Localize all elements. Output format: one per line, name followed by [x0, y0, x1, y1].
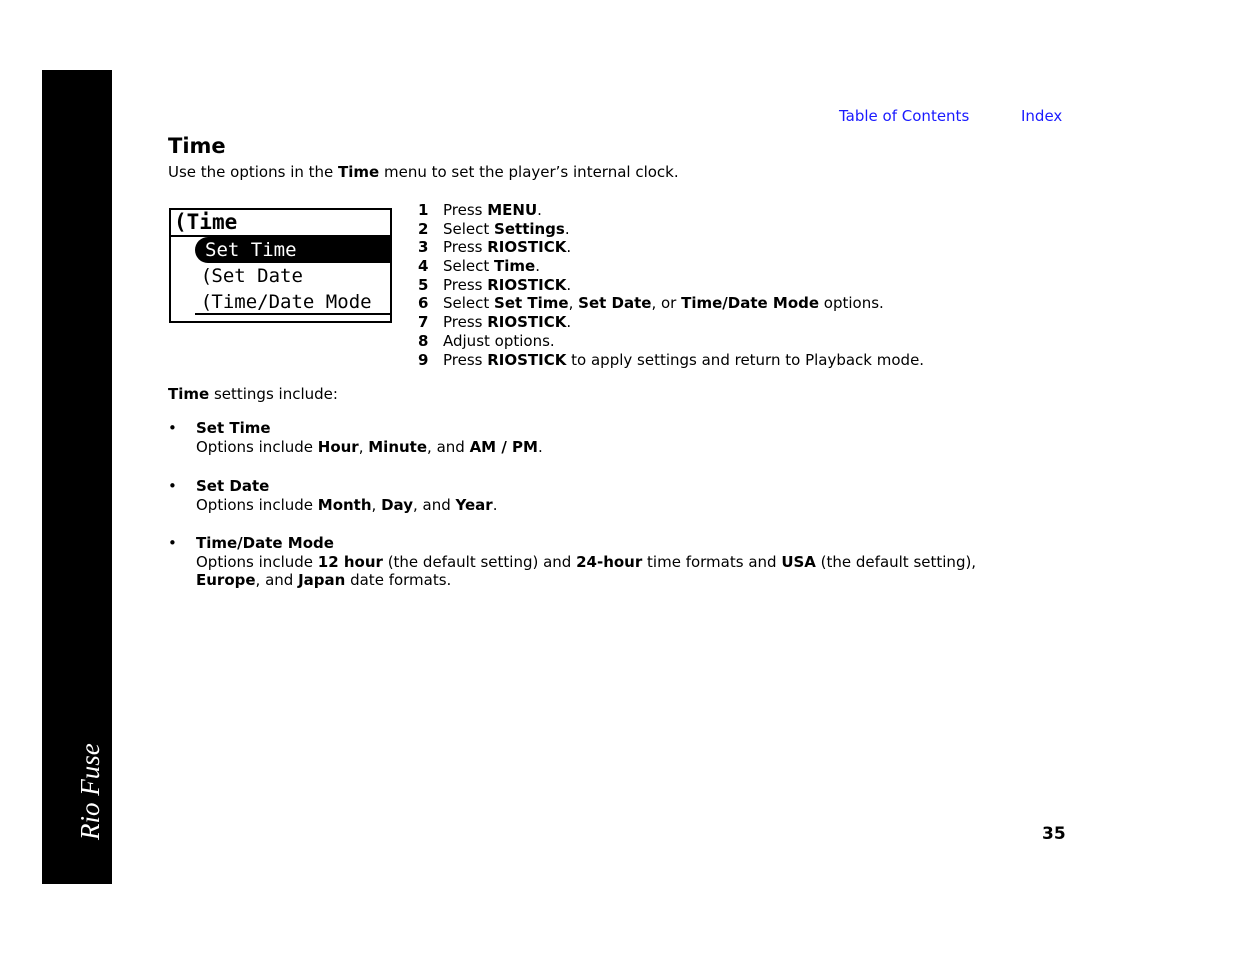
- step-item: [418, 220, 924, 239]
- text-run: options.: [819, 294, 884, 313]
- step-item: [418, 332, 924, 351]
- step-number: 4: [418, 257, 429, 276]
- text-run: .: [564, 219, 570, 238]
- step-number: 6: [418, 294, 429, 313]
- index-link[interactable]: Index: [1021, 107, 1063, 125]
- bold-term: Europe: [196, 571, 256, 590]
- text-run: ,: [358, 437, 369, 456]
- bold-term: MENU: [487, 201, 538, 219]
- bullet-icon: •: [168, 534, 177, 552]
- text-run: , and: [255, 571, 299, 590]
- bold-term: RIOSTICK: [487, 275, 567, 294]
- intro-post: menu to set the player’s internal clock.: [379, 163, 679, 181]
- bold-term: Year: [455, 495, 493, 514]
- bold-term: Time: [494, 257, 536, 276]
- bullet-line: [196, 438, 543, 457]
- step-number: 5: [418, 275, 429, 294]
- text-run: Options include: [196, 495, 318, 514]
- text-run: ,: [371, 495, 382, 514]
- step-item: [418, 351, 924, 370]
- table-of-contents-link[interactable]: Table of Contents: [839, 107, 970, 125]
- step-number: 7: [418, 313, 429, 332]
- step-number: 1: [418, 201, 429, 219]
- bullet-line: [196, 496, 497, 515]
- text-run: (the default setting) and: [382, 552, 577, 571]
- bold-term: Set Time: [494, 294, 569, 313]
- brand-title: Rio Fuse: [75, 743, 105, 840]
- bullet-body: [196, 477, 497, 514]
- steps-list: [418, 201, 924, 369]
- bold-term: Set Date: [578, 294, 652, 313]
- bullet-body: [196, 534, 976, 590]
- bold-term: Japan: [298, 571, 346, 590]
- step-item: [418, 201, 924, 220]
- bold-term: Settings: [494, 219, 565, 238]
- text-run: Select: [443, 294, 495, 313]
- page-number: 35: [1042, 824, 1066, 844]
- bullet-body: [196, 419, 543, 456]
- settings-intro-post: settings include:: [209, 385, 338, 403]
- bullet-line: [196, 553, 976, 572]
- text-run: date formats.: [345, 571, 452, 590]
- text-run: time formats and: [642, 552, 782, 571]
- step-number: 3: [418, 238, 429, 257]
- text-run: , and: [412, 495, 456, 514]
- intro-bold: Time: [338, 163, 380, 181]
- text-run: .: [566, 238, 572, 257]
- bold-term: Minute: [368, 437, 428, 456]
- bold-term: 12 hour: [317, 552, 383, 571]
- intro-pre: Use the options in the: [168, 163, 339, 181]
- device-screen-image: [169, 208, 392, 323]
- step-item: [418, 313, 924, 332]
- text-run: Press: [443, 350, 488, 369]
- text-run: to apply settings and return to Playback mode.: [566, 350, 925, 369]
- intro-text: [168, 163, 679, 181]
- text-run: .: [492, 495, 498, 514]
- bold-term: RIOSTICK: [487, 350, 567, 369]
- step-item: [418, 257, 924, 276]
- page-title: Time: [168, 134, 226, 158]
- screen-item-set-date: (Set Date: [203, 265, 303, 287]
- bold-term: AM / PM: [469, 437, 538, 456]
- bold-term: USA: [781, 552, 816, 571]
- settings-intro-bold: Time: [168, 385, 210, 403]
- bullet-heading: Time/Date Mode: [196, 534, 334, 552]
- text-run: Press: [443, 313, 488, 332]
- bold-term: RIOSTICK: [487, 313, 567, 332]
- text-run: Press: [443, 238, 488, 257]
- text-run: .: [537, 437, 543, 456]
- text-run: , or: [651, 294, 682, 313]
- text-run: Adjust options.: [443, 331, 555, 350]
- text-run: .: [537, 201, 542, 219]
- step-item: [418, 276, 924, 295]
- text-run: .: [566, 313, 572, 332]
- bullet-heading: Set Date: [196, 477, 270, 495]
- bullet-heading: Set Time: [196, 419, 271, 437]
- bold-term: 24-hour: [576, 552, 643, 571]
- step-number: 8: [418, 331, 429, 350]
- step-number: 9: [418, 350, 429, 369]
- bold-term: Time/Date Mode: [681, 294, 820, 313]
- text-run: Select: [443, 219, 495, 238]
- bold-term: Month: [317, 495, 372, 514]
- screen-item-time-date-mode: (Time/Date Mode: [195, 289, 390, 315]
- text-run: (the default setting),: [815, 552, 977, 571]
- bullet-icon: •: [168, 419, 177, 437]
- step-item: [418, 294, 924, 313]
- screen-title: (Time: [171, 210, 390, 237]
- text-run: Select: [443, 257, 495, 276]
- step-number: 2: [418, 219, 429, 238]
- bullet-icon: •: [168, 477, 177, 495]
- text-run: Options include: [196, 437, 318, 456]
- bullet-line: [196, 571, 976, 590]
- bold-term: Hour: [317, 437, 359, 456]
- text-run: , and: [427, 437, 470, 456]
- text-run: ,: [568, 294, 579, 313]
- bold-term: Day: [381, 495, 413, 514]
- text-run: .: [535, 257, 541, 276]
- text-run: Options include: [196, 552, 318, 571]
- settings-intro: [168, 385, 338, 404]
- step-item: [418, 238, 924, 257]
- screen-item-set-time: Set Time: [195, 237, 390, 263]
- text-run: .: [566, 275, 572, 294]
- text-run: Press: [443, 275, 488, 294]
- text-run: Press: [443, 201, 488, 219]
- bold-term: RIOSTICK: [487, 238, 567, 257]
